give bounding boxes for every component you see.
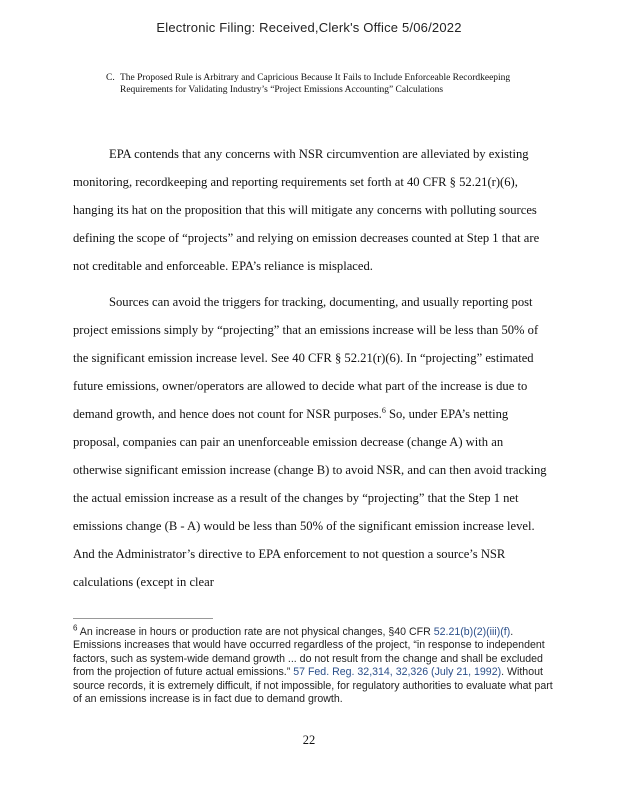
body-text <box>73 140 553 604</box>
section-heading-text: The Proposed Rule is Arbitrary and Capricious Because It Fails to Include Enforceable Recordkeeping Requirements for Validating Industry’s “Project Emissions Accounting” Calculations <box>120 73 511 95</box>
page-number: 22 <box>302 733 316 747</box>
footnote-fed-reg-link[interactable]: 57 Fed. Reg. 32,314, 32,326 (July 21, 1992) <box>293 666 502 679</box>
footnote-cfr-link[interactable]: 52.21(b)(2)(iii)(f) <box>433 626 511 638</box>
footnote-number: 6 <box>73 623 78 633</box>
section-letter: C. <box>106 73 115 83</box>
footnote-text-b: . Emissions increases that would have occurred regardless of the project, “in response to independent factors, such as system-wide demand growth ... do not result from the change and shall be excluded from the projection of future actual emissions.” <box>73 626 545 679</box>
paragraph-2-part-a: Sources can avoid the triggers for tracking, documenting, and usually reporting post project emissions simply by “projecting” that an emissions increase will be less than 50% of the significant emission increase level. See 40 CFR § 52.21(r)(6). In “projecting” estimated future emissions, owner/operators are allowed to decide what part of the increase is due to demand growth, and hence does not count for NSR purposes. <box>73 295 539 421</box>
filing-header: Electronic Filing: Received,Clerk's Office 5/06/2022 <box>156 20 462 35</box>
section-heading <box>106 72 536 96</box>
footnote-text-a: An increase in hours or production rate are not physical changes, §40 CFR <box>77 626 434 638</box>
footnote-separator <box>73 618 213 619</box>
footnote-reference[interactable]: 6 <box>381 405 386 415</box>
paragraph-2-part-b: So, under EPA’s netting proposal, companies can pair an unenforceable emission decrease (change A) with an otherwise significant emission increase (change B) to avoid NSR, and can then avoid tracking the actual emission increase as a result of the changes by “projecting” that the Step 1 net emissions change (B - A) would be less than 50% of the significant emission increase level. And the Administrator’s directive to EPA enforcement to not question a source’s NSR calculations (except in clear <box>73 407 547 589</box>
paragraph-1: EPA contends that any concerns with NSR circumvention are alleviated by existing monitoring, recordkeeping and reporting requirements set forth at 40 CFR § 52.21(r)(6), hanging its hat on the proposition that this will mitigate any concerns with polluting sources defining the scope of “projects” and relying on emission decreases counted at Step 1 that are not creditable and enforceable. EPA’s reliance is misplaced. <box>73 147 540 273</box>
footnote <box>73 623 553 706</box>
footnote-text-c: . Without source records, it is extremely difficult, if not impossible, for regulatory authorities to evaluate what part of an emissions increase is in fact due to demand growth. <box>73 666 553 706</box>
paragraph-2 <box>73 288 553 596</box>
